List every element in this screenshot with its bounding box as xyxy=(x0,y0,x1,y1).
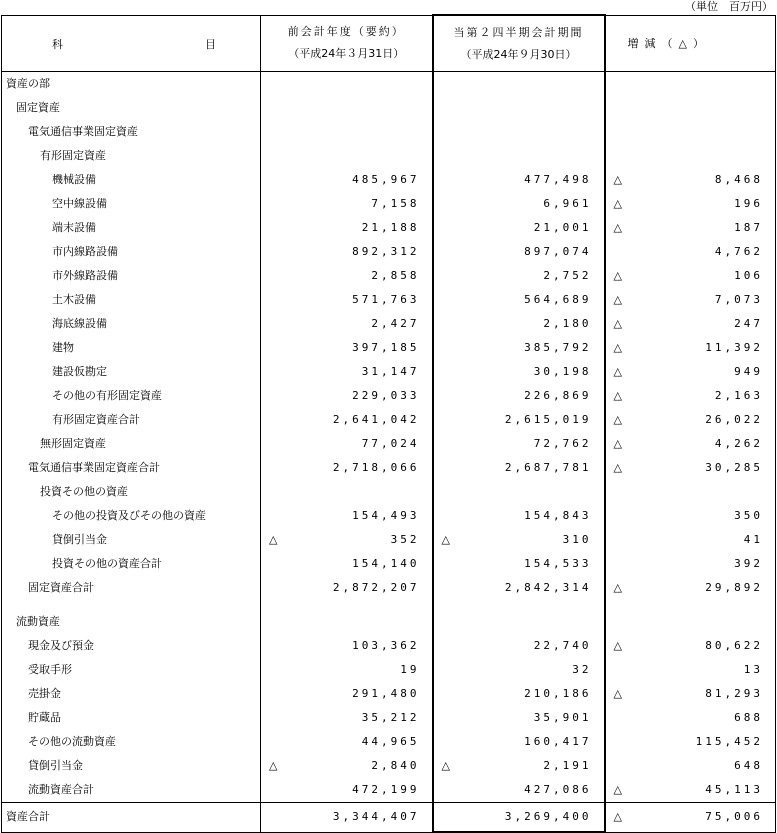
table-row xyxy=(2,778,776,803)
row-chg-cell xyxy=(605,288,776,312)
row-chg-neg-mark: △ xyxy=(613,221,622,234)
row-cur-cell xyxy=(433,288,605,312)
row-prev-value: 21,188 xyxy=(361,221,420,234)
row-cur-cell xyxy=(433,312,605,336)
row-chg-cell xyxy=(605,480,776,504)
row-chg-cell xyxy=(605,730,776,754)
row-cur-value: 154,533 xyxy=(524,557,592,570)
row-cur-cell xyxy=(433,120,605,144)
header-current-period xyxy=(433,15,605,72)
row-chg-neg-mark: △ xyxy=(613,461,622,474)
row-prev-value: 7,158 xyxy=(371,197,420,210)
row-cur-value: 385,792 xyxy=(524,341,592,354)
row-prev-value: 352 xyxy=(390,533,420,546)
row-cur-cell xyxy=(433,576,605,600)
row-prev-value: 44,965 xyxy=(361,735,420,748)
row-label: その他の流動資産 xyxy=(2,730,261,754)
row-cur-value: 2,615,019 xyxy=(504,413,592,426)
row-label: 貸倒引当金 xyxy=(2,754,261,778)
row-cur-value: 226,869 xyxy=(524,389,592,402)
header-cur-line2: （平成24年９月30日） xyxy=(460,47,577,61)
row-chg-value: 7,073 xyxy=(714,293,763,306)
row-prev-neg-mark: △ xyxy=(269,533,278,546)
row-label: 端末設備 xyxy=(2,216,261,240)
row-chg-neg-mark: △ xyxy=(613,581,622,594)
row-prev-cell xyxy=(261,730,433,754)
row-chg-cell xyxy=(605,408,776,432)
row-chg-cell xyxy=(605,360,776,384)
row-label xyxy=(2,600,261,610)
table-row xyxy=(2,360,776,384)
row-cur-cell xyxy=(433,264,605,288)
row-prev-cell xyxy=(261,240,433,264)
total-cur-cell xyxy=(433,803,605,833)
row-prev-value: 571,763 xyxy=(352,293,420,306)
row-chg-cell xyxy=(605,754,776,778)
row-chg-neg-mark: △ xyxy=(613,269,622,282)
row-label: 貯蔵品 xyxy=(2,706,261,730)
row-chg-cell xyxy=(605,120,776,144)
row-cur-cell xyxy=(433,610,605,634)
row-prev-cell xyxy=(261,754,433,778)
total-change-value: 75,006 xyxy=(705,810,763,823)
row-prev-value: 485,967 xyxy=(352,173,420,186)
row-label: 無形固定資産 xyxy=(2,432,261,456)
row-prev-value: 2,840 xyxy=(371,759,420,772)
row-label: 市外線路設備 xyxy=(2,264,261,288)
row-label: 海底線設備 xyxy=(2,312,261,336)
row-chg-value: 45,113 xyxy=(705,783,763,796)
header-prev-line2: （平成24年３月31日） xyxy=(288,47,405,61)
row-prev-value: 35,212 xyxy=(361,711,420,724)
row-chg-cell xyxy=(605,456,776,480)
header-prev-period xyxy=(261,15,433,72)
row-prev-value: 472,199 xyxy=(352,783,420,796)
row-chg-neg-mark: △ xyxy=(613,293,622,306)
row-label: 市内線路設備 xyxy=(2,240,261,264)
row-cur-value: 2,191 xyxy=(543,759,592,772)
row-cur-value: 154,843 xyxy=(524,509,592,522)
row-label: 空中線設備 xyxy=(2,192,261,216)
row-prev-cell xyxy=(261,384,433,408)
row-label: 貸倒引当金 xyxy=(2,528,261,552)
row-chg-value: 30,285 xyxy=(705,461,763,474)
row-prev-cell xyxy=(261,408,433,432)
table-row xyxy=(2,634,776,658)
row-chg-cell xyxy=(605,658,776,682)
row-cur-cell xyxy=(433,408,605,432)
table-row xyxy=(2,384,776,408)
row-prev-value: 229,033 xyxy=(352,389,420,402)
row-cur-value: 35,901 xyxy=(533,711,592,724)
row-cur-value: 477,498 xyxy=(524,173,592,186)
header-row xyxy=(2,15,776,72)
row-cur-cell xyxy=(433,360,605,384)
table-row xyxy=(2,658,776,682)
table-row xyxy=(2,120,776,144)
row-chg-neg-mark: △ xyxy=(613,413,622,426)
row-prev-cell xyxy=(261,360,433,384)
row-chg-cell xyxy=(605,384,776,408)
row-label: 固定資産合計 xyxy=(2,576,261,600)
row-chg-value: 350 xyxy=(734,509,763,522)
row-label: 土木設備 xyxy=(2,288,261,312)
row-prev-cell xyxy=(261,96,433,120)
row-prev-cell xyxy=(261,432,433,456)
row-prev-cell xyxy=(261,706,433,730)
row-cur-value: 210,186 xyxy=(524,687,592,700)
table-row xyxy=(2,504,776,528)
row-prev-cell xyxy=(261,336,433,360)
row-prev-value: 892,312 xyxy=(352,245,420,258)
row-cur-value: 160,417 xyxy=(524,735,592,748)
row-prev-value: 2,641,042 xyxy=(332,413,420,426)
row-chg-value: 392 xyxy=(734,557,763,570)
table-row xyxy=(2,240,776,264)
row-cur-cell xyxy=(433,192,605,216)
row-cur-value: 2,180 xyxy=(543,317,592,330)
row-cur-cell xyxy=(433,480,605,504)
header-cur-line1: 当第２四半期会計期間 xyxy=(453,25,584,39)
row-cur-value: 6,961 xyxy=(543,197,592,210)
row-cur-cell xyxy=(433,336,605,360)
row-chg-cell xyxy=(605,336,776,360)
row-chg-cell xyxy=(605,576,776,600)
row-chg-value: 81,293 xyxy=(705,687,763,700)
row-cur-value: 22,740 xyxy=(533,639,592,652)
row-chg-value: 196 xyxy=(734,197,763,210)
row-cur-cell xyxy=(433,384,605,408)
table-row xyxy=(2,408,776,432)
row-cur-cell xyxy=(433,528,605,552)
total-prev-cell xyxy=(261,803,433,833)
row-prev-value: 2,427 xyxy=(371,317,420,330)
row-chg-neg-mark: △ xyxy=(613,437,622,450)
row-label: 売掛金 xyxy=(2,682,261,706)
row-prev-cell xyxy=(261,216,433,240)
row-chg-value: 26,022 xyxy=(705,413,763,426)
row-label: 流動資産 xyxy=(2,610,261,634)
row-chg-value: 688 xyxy=(734,711,763,724)
table-row xyxy=(2,312,776,336)
row-prev-cell xyxy=(261,168,433,192)
row-chg-value: 4,762 xyxy=(714,245,763,258)
row-chg-value: 2,163 xyxy=(714,389,763,402)
row-prev-cell xyxy=(261,576,433,600)
row-cur-cell xyxy=(433,504,605,528)
table-row xyxy=(2,576,776,600)
row-chg-cell xyxy=(605,682,776,706)
row-chg-cell xyxy=(605,504,776,528)
row-chg-value: 80,622 xyxy=(705,639,763,652)
row-chg-value: 115,452 xyxy=(695,735,763,748)
row-label: 流動資産合計 xyxy=(2,778,261,803)
row-chg-value: 41 xyxy=(743,533,763,546)
table-row xyxy=(2,288,776,312)
row-chg-value: 187 xyxy=(734,221,763,234)
row-chg-cell xyxy=(605,528,776,552)
row-cur-cell xyxy=(433,168,605,192)
row-chg-cell xyxy=(605,778,776,803)
row-prev-cell xyxy=(261,288,433,312)
table-row xyxy=(2,216,776,240)
table-row xyxy=(2,144,776,168)
row-chg-neg-mark: △ xyxy=(613,783,622,796)
total-cur-value: 3,269,400 xyxy=(504,810,592,823)
row-chg-value: 106 xyxy=(734,269,763,282)
row-label: 有形固定資産合計 xyxy=(2,408,261,432)
row-chg-neg-mark: △ xyxy=(613,341,622,354)
row-label: その他の有形固定資産 xyxy=(2,384,261,408)
row-chg-cell xyxy=(605,312,776,336)
row-prev-cell xyxy=(261,600,433,610)
row-prev-cell xyxy=(261,634,433,658)
table-row xyxy=(2,96,776,120)
row-chg-cell xyxy=(605,192,776,216)
row-label: その他の投資及びその他の資産 xyxy=(2,504,261,528)
row-chg-cell xyxy=(605,216,776,240)
header-item-right: 目 xyxy=(205,37,216,51)
row-chg-cell xyxy=(605,432,776,456)
row-prev-cell xyxy=(261,480,433,504)
row-prev-cell xyxy=(261,552,433,576)
total-label: 資産合計 xyxy=(2,803,261,833)
row-chg-cell xyxy=(605,634,776,658)
row-cur-cell xyxy=(433,216,605,240)
row-chg-neg-mark: △ xyxy=(613,389,622,402)
row-label: 固定資産 xyxy=(2,96,261,120)
row-chg-value: 949 xyxy=(734,365,763,378)
row-cur-cell xyxy=(433,456,605,480)
row-chg-value: 4,262 xyxy=(714,437,763,450)
header-item xyxy=(2,15,261,72)
row-chg-neg-mark: △ xyxy=(613,365,622,378)
row-cur-value: 32 xyxy=(572,663,592,676)
row-prev-value: 154,140 xyxy=(352,557,420,570)
row-chg-cell xyxy=(605,600,776,610)
row-prev-cell xyxy=(261,610,433,634)
row-prev-cell xyxy=(261,682,433,706)
row-cur-value: 2,842,314 xyxy=(504,581,592,594)
row-cur-value: 72,762 xyxy=(533,437,592,450)
table-row xyxy=(2,264,776,288)
table-row xyxy=(2,706,776,730)
table-row xyxy=(2,72,776,97)
table-row xyxy=(2,168,776,192)
row-prev-cell xyxy=(261,192,433,216)
row-prev-cell xyxy=(261,778,433,803)
row-cur-neg-mark: △ xyxy=(441,759,450,772)
row-prev-cell xyxy=(261,456,433,480)
row-prev-value: 77,024 xyxy=(361,437,420,450)
row-prev-cell xyxy=(261,658,433,682)
row-cur-value: 427,086 xyxy=(524,783,592,796)
total-change-cell xyxy=(605,803,776,833)
row-chg-value: 13 xyxy=(743,663,763,676)
table-row xyxy=(2,730,776,754)
row-label: 受取手形 xyxy=(2,658,261,682)
row-cur-cell xyxy=(433,144,605,168)
row-cur-cell xyxy=(433,600,605,610)
table-row xyxy=(2,456,776,480)
row-cur-cell xyxy=(433,432,605,456)
row-chg-value: 648 xyxy=(734,759,763,772)
table-row xyxy=(2,610,776,634)
balance-sheet-table xyxy=(1,14,776,833)
row-prev-value: 103,362 xyxy=(352,639,420,652)
row-prev-cell xyxy=(261,528,433,552)
row-chg-cell xyxy=(605,240,776,264)
row-prev-cell xyxy=(261,72,433,97)
row-label: 投資その他の資産 xyxy=(2,480,261,504)
table-body xyxy=(2,72,776,803)
spacer-row xyxy=(2,600,776,610)
row-prev-value: 397,185 xyxy=(352,341,420,354)
row-cur-cell xyxy=(433,96,605,120)
row-chg-cell xyxy=(605,264,776,288)
row-chg-value: 29,892 xyxy=(705,581,763,594)
row-label: 現金及び預金 xyxy=(2,634,261,658)
row-prev-cell xyxy=(261,312,433,336)
row-chg-value: 247 xyxy=(734,317,763,330)
header-item-left: 科 xyxy=(52,37,63,51)
row-prev-value: 154,493 xyxy=(352,509,420,522)
row-prev-value: 2,718,066 xyxy=(332,461,420,474)
row-cur-cell xyxy=(433,706,605,730)
table-row xyxy=(2,682,776,706)
row-cur-value: 897,074 xyxy=(524,245,592,258)
row-cur-cell xyxy=(433,682,605,706)
row-prev-cell xyxy=(261,144,433,168)
row-label: 機械設備 xyxy=(2,168,261,192)
row-prev-cell xyxy=(261,120,433,144)
row-cur-cell xyxy=(433,72,605,97)
total-row xyxy=(2,803,776,833)
row-cur-value: 2,752 xyxy=(543,269,592,282)
row-chg-neg-mark: △ xyxy=(613,173,622,186)
row-chg-neg-mark: △ xyxy=(613,639,622,652)
row-chg-cell xyxy=(605,552,776,576)
row-cur-cell xyxy=(433,658,605,682)
row-label: 電気通信事業固定資産 xyxy=(2,120,261,144)
row-chg-neg-mark: △ xyxy=(613,197,622,210)
row-label: 投資その他の資産合計 xyxy=(2,552,261,576)
row-chg-value: 8,468 xyxy=(714,173,763,186)
row-prev-cell xyxy=(261,264,433,288)
row-cur-cell xyxy=(433,754,605,778)
row-cur-value: 564,689 xyxy=(524,293,592,306)
row-prev-cell xyxy=(261,504,433,528)
row-chg-cell xyxy=(605,72,776,97)
row-prev-value: 2,858 xyxy=(371,269,420,282)
row-cur-cell xyxy=(433,240,605,264)
table-row xyxy=(2,192,776,216)
row-chg-cell xyxy=(605,96,776,120)
row-prev-value: 19 xyxy=(400,663,420,676)
row-chg-cell xyxy=(605,144,776,168)
row-cur-cell xyxy=(433,634,605,658)
row-chg-neg-mark: △ xyxy=(613,317,622,330)
row-cur-value: 2,687,781 xyxy=(504,461,592,474)
row-prev-neg-mark: △ xyxy=(269,759,278,772)
row-prev-value: 291,480 xyxy=(352,687,420,700)
row-cur-neg-mark: △ xyxy=(441,533,450,546)
row-cur-cell xyxy=(433,552,605,576)
row-chg-cell xyxy=(605,610,776,634)
row-chg-cell xyxy=(605,706,776,730)
row-label: 有形固定資産 xyxy=(2,144,261,168)
row-chg-cell xyxy=(605,168,776,192)
row-chg-value: 11,392 xyxy=(705,341,763,354)
row-cur-value: 310 xyxy=(562,533,592,546)
row-cur-cell xyxy=(433,730,605,754)
row-label: 電気通信事業固定資産合計 xyxy=(2,456,261,480)
header-change: 増減（△） xyxy=(605,15,776,72)
table-row xyxy=(2,432,776,456)
header-prev-line1: 前会計年度（要約） xyxy=(287,25,405,39)
row-cur-value: 30,198 xyxy=(533,365,592,378)
total-change-neg-mark: △ xyxy=(613,810,622,823)
unit-note: （単位 百万円） xyxy=(685,0,773,13)
row-cur-cell xyxy=(433,778,605,803)
row-chg-neg-mark: △ xyxy=(613,687,622,700)
row-label: 建設仮勘定 xyxy=(2,360,261,384)
table-row xyxy=(2,754,776,778)
row-prev-value: 2,872,207 xyxy=(332,581,420,594)
row-cur-value: 21,001 xyxy=(533,221,592,234)
row-label: 資産の部 xyxy=(2,72,261,97)
row-prev-value: 31,147 xyxy=(361,365,420,378)
table-row xyxy=(2,528,776,552)
table-row xyxy=(2,552,776,576)
row-label: 建物 xyxy=(2,336,261,360)
table-row xyxy=(2,336,776,360)
total-prev-value: 3,344,407 xyxy=(332,810,420,823)
table-row xyxy=(2,480,776,504)
